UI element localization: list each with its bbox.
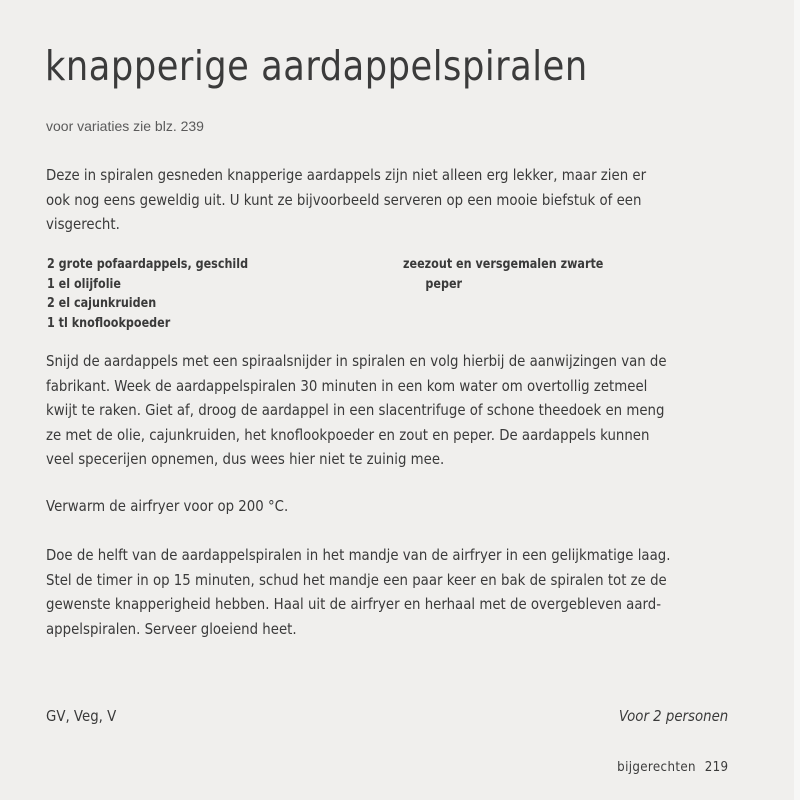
ingredients-list-left — [47, 255, 248, 333]
method-line: fabrikant. Week de aardappelspiralen 30 minuten in een kom water om overtollig zetmeel — [46, 376, 648, 395]
method-line: Snijd de aardappels met een spiraalsnijder in spiralen en volg hierbij de aanwijzingen van de — [46, 352, 667, 370]
page-footer — [617, 759, 728, 775]
page-edge — [794, 0, 800, 800]
method-line: Verwarm de airfryer voor op 200 °C. — [46, 497, 289, 515]
method-line: Doe de helft van de aardappelspiralen in het mandje van de airfryer in een gelijkmatige laag. — [46, 546, 671, 564]
method-step-1 — [46, 349, 700, 472]
ingredient-item: zeezout en versgemalen zwarte — [403, 257, 604, 272]
method-line: kwijt te raken. Giet af, droog de aardappel in een slacentrifuge of schone theedoek en meng — [46, 401, 665, 420]
ingredient-item: 1 tl knoflookpoeder — [47, 315, 171, 331]
method-line: veel specerijen opnemen, dus wees hier niet te zuinig mee. — [46, 450, 445, 469]
section-name: bijgerechten — [616, 759, 696, 775]
method-step-3 — [46, 543, 700, 641]
method-line: gewenste knapperigheid hebben. Haal uit de airfryer en herhaal met de overgebleven aard- — [46, 595, 662, 614]
method-line: appelspiralen. Serveer gloeiend heet. — [46, 619, 297, 638]
diet-tags: GV, Veg, V — [46, 707, 117, 725]
method-line: Stel de timer in op 15 minuten, schud het mandje een paar keer en bak de spiralen tot ze de — [46, 570, 667, 589]
ingredient-item: 2 grote pofaardappels, geschild — [47, 257, 249, 272]
recipe-title: knapperige aardappelspiralen — [45, 42, 588, 90]
intro-line: visgerecht. — [46, 215, 120, 234]
intro-line: ook nog eens geweldig uit. U kunt ze bijvoorbeeld serveren op een mooie biefstuk of een — [46, 190, 642, 209]
ingredient-item: 2 el cajunkruiden — [47, 296, 157, 312]
ingredient-item: 1 el olijfolie — [47, 276, 121, 292]
variations-note: voor variaties zie blz. 239 — [46, 118, 204, 134]
method-step-2 — [46, 494, 700, 519]
intro-line: Deze in spiralen gesneden knapperige aardappels zijn niet alleen erg lekker, maar zien er — [46, 166, 647, 184]
page-number: 219 — [704, 759, 728, 775]
ingredient-item-continuation: peper — [425, 276, 463, 292]
method-line: ze met de olie, cajunkruiden, het knoflookpoeder en zout en peper. De aardappels kunnen — [46, 425, 650, 444]
servings: Voor 2 personen — [618, 707, 728, 725]
intro-paragraph — [46, 163, 700, 237]
ingredients-list-right — [403, 255, 603, 294]
